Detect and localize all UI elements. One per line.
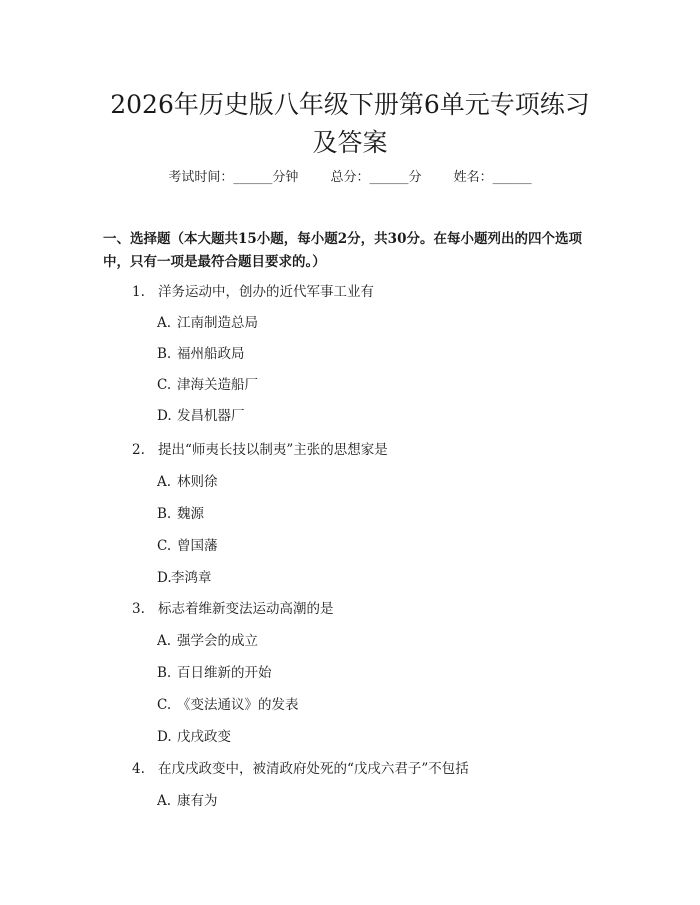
option-label: B. <box>157 346 172 362</box>
option <box>157 537 218 555</box>
option-label: A. <box>157 315 172 331</box>
option-label: D. <box>157 729 172 745</box>
document-title <box>0 86 700 162</box>
option-label: A. <box>157 793 172 809</box>
option <box>157 664 272 682</box>
option-text: 戊戌政变 <box>177 729 231 745</box>
option <box>157 505 204 523</box>
option-label: C. <box>157 377 172 393</box>
title-line-1: 2026年历史版八年级下册第6单元专项练习 <box>110 90 590 119</box>
option <box>157 792 218 810</box>
question-text: 洋务运动中，创办的近代军事工业有 <box>158 284 374 300</box>
option-text: 江南制造总局 <box>177 315 258 331</box>
question <box>132 760 469 778</box>
option-label: D. <box>157 408 172 424</box>
option <box>157 314 258 332</box>
option-text: 魏源 <box>177 506 204 522</box>
option <box>157 376 258 394</box>
question-number: 2. <box>132 442 145 458</box>
option-text: 发昌机器厂 <box>177 408 245 424</box>
option-label: D. <box>157 570 172 586</box>
question-number: 3. <box>132 601 145 617</box>
option-text: 强学会的成立 <box>177 633 258 649</box>
option-text: 津海关造船厂 <box>177 377 258 393</box>
total-score-field: 总分：______分 <box>330 170 422 185</box>
option <box>157 569 212 587</box>
option-label: B. <box>157 506 172 522</box>
question-number: 1. <box>132 284 145 300</box>
option-label: A. <box>157 474 172 490</box>
option <box>157 407 245 425</box>
option <box>157 473 218 491</box>
question <box>132 600 334 618</box>
question-number: 4. <box>132 761 145 777</box>
option <box>157 728 231 746</box>
option-label: C. <box>157 697 172 713</box>
section-heading: 一、选择题（本大题共15小题，每小题2分，共30分。在每小题列出的四个选项中，只有一项是最符合题目要求的。） <box>103 231 582 270</box>
option <box>157 632 258 650</box>
student-name-field: 姓名：______ <box>453 170 532 185</box>
option-text: 曾国藩 <box>177 538 218 554</box>
option <box>157 696 299 714</box>
option-text: 康有为 <box>177 793 218 809</box>
option-text: 《变法通议》的发表 <box>177 697 299 713</box>
question <box>132 441 388 459</box>
option-label: B. <box>157 665 172 681</box>
title-line-2: 及答案 <box>312 128 388 157</box>
option <box>157 345 245 363</box>
option-text: 李鸿章 <box>171 570 212 586</box>
option-label: C. <box>157 538 172 554</box>
question <box>132 283 374 301</box>
option-text: 林则徐 <box>177 474 218 490</box>
option-label: A. <box>157 633 172 649</box>
exam-info-line <box>0 169 700 187</box>
option-text: 福州船政局 <box>177 346 245 362</box>
question-text: 标志着维新变法运动高潮的是 <box>158 601 334 617</box>
question-text: 在戊戌政变中，被清政府处死的“戊戌六君子”不包括 <box>158 761 469 777</box>
exam-time-field: 考试时间：______分钟 <box>168 170 299 185</box>
option-text: 百日维新的开始 <box>177 665 272 681</box>
question-text: 提出“师夷长技以制夷”主张的思想家是 <box>158 442 388 458</box>
